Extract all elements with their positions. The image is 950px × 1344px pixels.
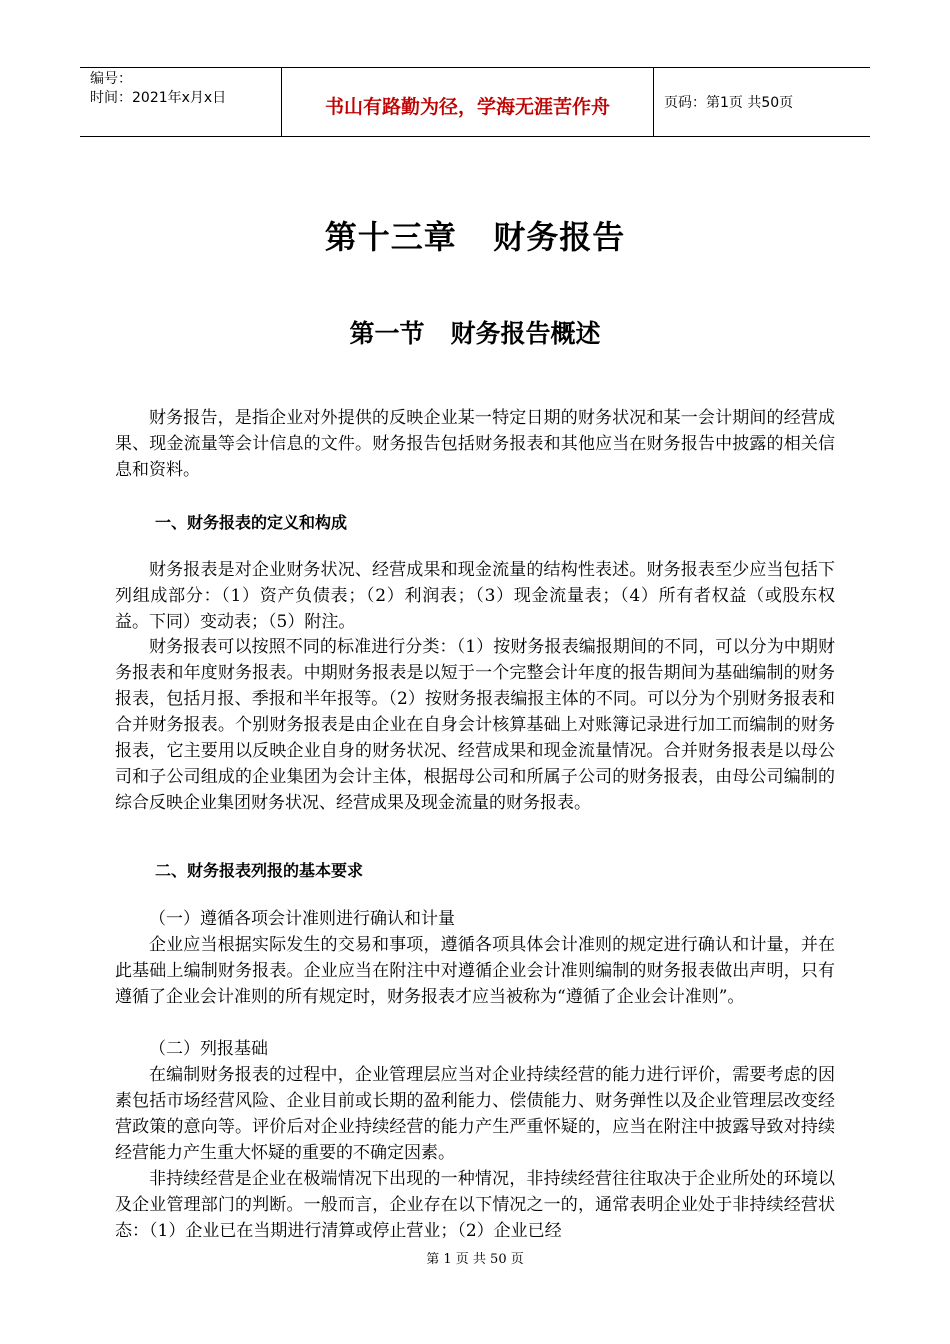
paragraph-components: 财务报表是对企业财务状况、经营成果和现金流量的结构性表述。财务报表至少应当包括下列组成部分：（1）资产负债表；（2）利润表；（3）现金流量表；（4）所有者权益（或股东权益。下同）变动表；（5）附注。 — [115, 560, 835, 632]
header-page-code: 页码：第1页 共50页 — [664, 95, 794, 111]
chapter-title: 第十三章 财务报告 — [324, 218, 626, 256]
paragraph-standards: 企业应当根据实际发生的交易和事项，遵循各项具体会计准则的规定进行确认和计量，并在此基础上编制财务报表。企业应当在附注中对遵循企业会计准则编制的财务报表做出声明，只有遵循了企业会计准则的所有规定时，财务报表才应当被称为“遵循了企业会计准则”。 — [115, 935, 835, 1007]
paragraph-non-going-concern: 非持续经营是企业在极端情况下出现的一种情况，非持续经营往往取决于企业所处的环境以及企业管理部门的判断。一般而言，企业存在以下情况之一的，通常表明企业处于非持续经营状态：（1）企业已在当期进行清算或停止营业；（2）企业已经 — [115, 1169, 835, 1241]
serial-label: 编号： — [90, 71, 132, 87]
intro-paragraph: 财务报告，是指企业对外提供的反映企业某一特定日期的财务状况和某一会计期间的经营成果、现金流量等会计信息的文件。财务报告包括财务报表和其他应当在财务报告中披露的相关信息和资料。 — [115, 408, 835, 480]
header-motto: 书山有路勤为径，学海无涯苦作舟 — [282, 68, 654, 136]
subheading-standards: （一）遵循各项会计准则进行确认和计量 — [149, 909, 455, 929]
paragraph-classification: 财务报表可以按照不同的标准进行分类：（1）按财务报表编报期间的不同，可以分为中期财务报表和年度财务报表。中期财务报表是以短于一个完整会计年度的报告期间为基础编制的财务报表，包括月报、季报和半年报等。（2）按财务报表编报主体的不同。可以分为个别财务报表和合并财务报表。个别财务报表是由企业在自身会计核算基础上对账簿记录进行加工而编制的财务报表，它主要用以反映企业自身的财务状况、经营成果和现金流量情况。合并财务报表是以母公司和子公司组成的企业集团为会计主体，根据母公司和所属子公司的财务报表，由母公司编制的综合反映企业集团财务状况、经营成果及现金流量的财务报表。 — [115, 637, 835, 813]
section-title: 第一节 财务报告概述 — [349, 319, 601, 348]
subheading-basis: （二）列报基础 — [149, 1039, 268, 1059]
heading-definition: 一、财务报表的定义和构成 — [155, 513, 348, 532]
heading-requirements: 二、财务报表列报的基本要求 — [155, 861, 364, 880]
time-label: 时间：2021年x月x日 — [90, 90, 227, 106]
document-header-table — [80, 67, 870, 137]
paragraph-going-concern: 在编制财务报表的过程中，企业管理层应当对企业持续经营的能力进行评价，需要考虑的因素包括市场经营风险、企业目前或长期的盈利能力、偿债能力、财务弹性以及企业管理层改变经营政策的意向等。评价后对企业持续经营的能力产生严重怀疑的，应当在附注中披露导致对持续经营能力产生重大怀疑的重要的不确定因素。 — [115, 1065, 835, 1163]
header-info-cell — [80, 68, 282, 136]
page-footer: 第 1 页 共 50 页 — [426, 1252, 524, 1267]
